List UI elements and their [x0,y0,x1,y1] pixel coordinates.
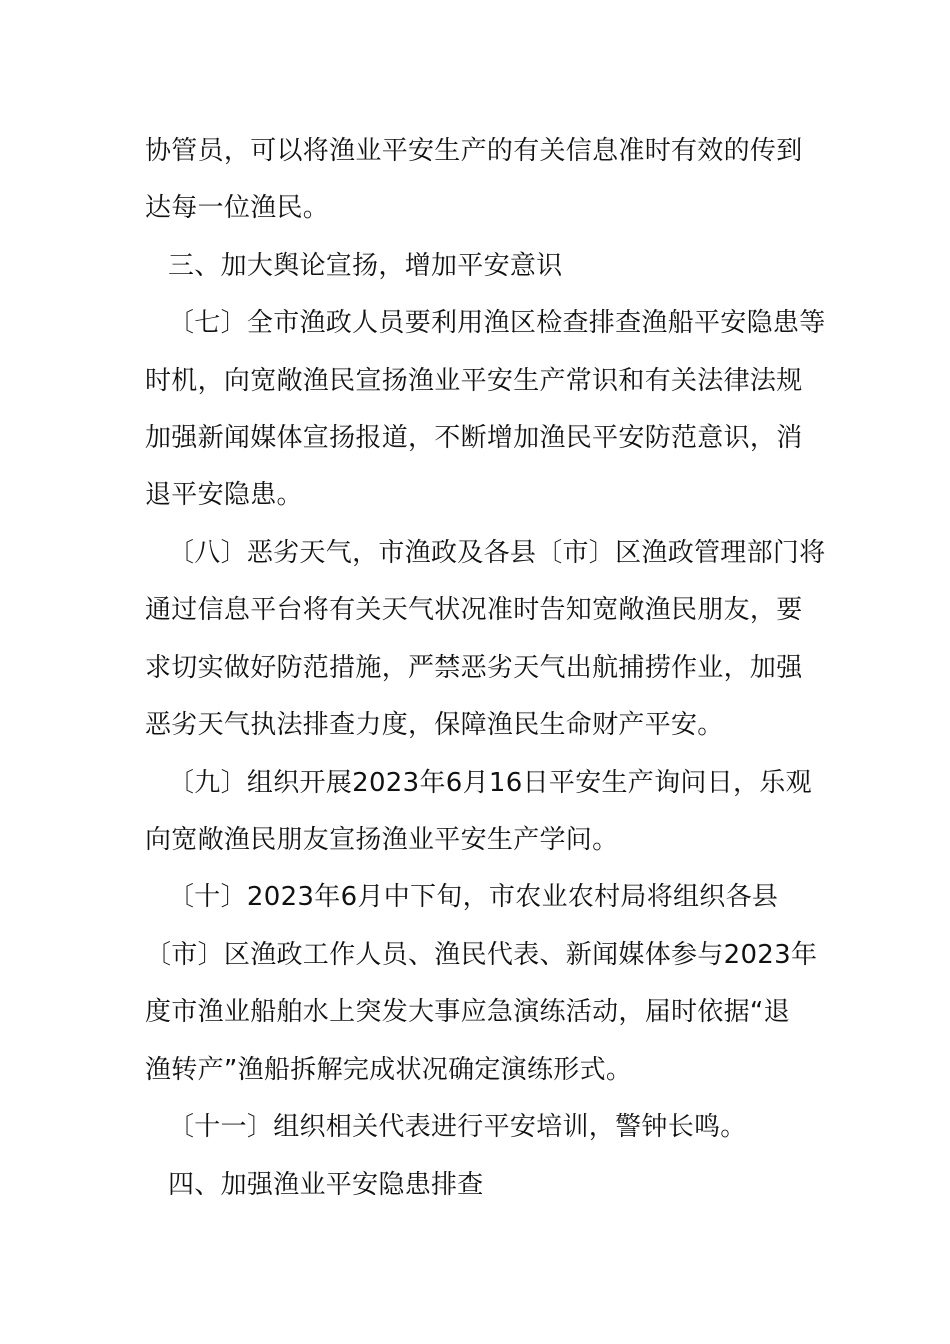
text-line-11: 恶劣天气执法排查力度，保障渔民生命财产平安。 [145,710,724,740]
section-heading-19: 四、加强渔业平安隐患排查 [168,1170,484,1200]
text-line-1: 协管员，可以将渔业平安生产的有关信息准时有效的传到 [145,136,803,166]
text-line-5: 时机，向宽敞渔民宣扬渔业平安生产常识和有关法律法规 [145,366,803,396]
text-line-6: 加强新闻媒体宣扬报道，不断增加渔民平安防范意识，消 [145,423,803,453]
text-line-16: 度市渔业船舶水上突发大事应急演练活动，届时依据“退 [145,997,790,1027]
text-line-13: 向宽敞渔民朋友宣扬渔业平安生产学问。 [145,825,619,855]
text-line-17: 渔转产”渔船拆解完成状况确定演练形式。 [145,1055,633,1085]
text-line-15: 〔市〕区渔政工作人员、渔民代表、新闻媒体参与2023年 [145,940,818,970]
text-line-18: 〔十一〕组织相关代表进行平安培训，警钟长鸣。 [168,1112,747,1142]
text-line-8: 〔八〕恶劣天气，市渔政及各县〔市〕区渔政管理部门将 [168,538,826,568]
text-line-12: 〔九〕组织开展2023年6月16日平安生产询问日，乐观 [168,768,812,798]
text-line-9: 通过信息平台将有关天气状况准时告知宽敞渔民朋友，要 [145,595,803,625]
text-line-7: 退平安隐患。 [145,480,303,510]
section-heading-3: 三、加大舆论宣扬，增加平安意识 [168,251,563,281]
text-line-14: 〔十〕2023年6月中下旬，市农业农村局将组织各县 [168,882,779,912]
text-line-2: 达每一位渔民。 [145,193,330,223]
text-line-4: 〔七〕全市渔政人员要利用渔区检查排查渔船平安隐患等 [168,308,826,338]
text-line-10: 求切实做好防范措施，严禁恶劣天气出航捕捞作业，加强 [145,653,803,683]
